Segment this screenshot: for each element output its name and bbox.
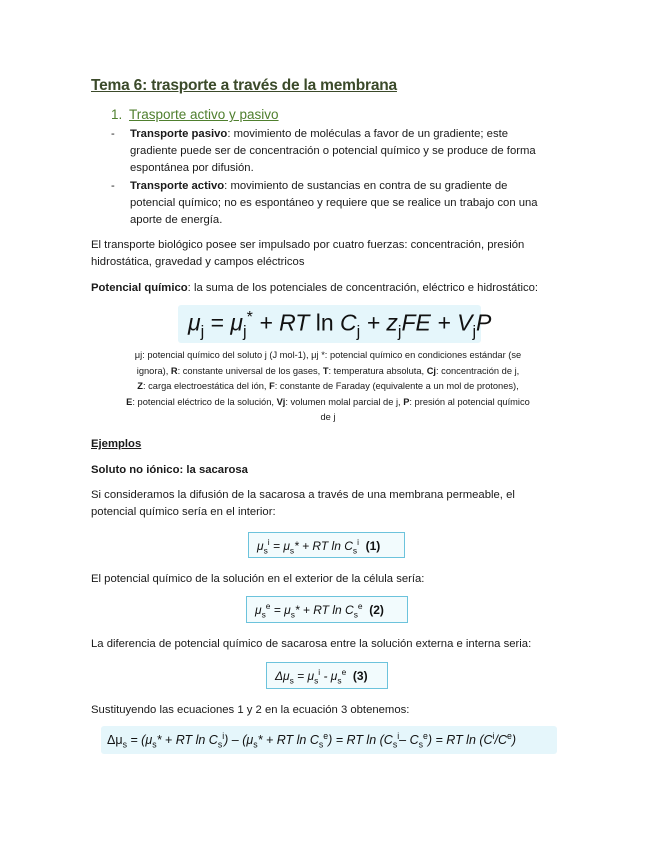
final-equation xyxy=(107,731,516,750)
eq-sub: s xyxy=(314,675,319,686)
eq-sup: i xyxy=(318,667,321,677)
eq-sup: e xyxy=(323,731,329,741)
eq-delta-mu: Δμ xyxy=(275,669,290,683)
bullet-term: Transporte activo xyxy=(130,180,225,192)
exterior-paragraph: El potencial químico de la solución en el exterior de la célula sería: xyxy=(91,573,425,585)
equation-1 xyxy=(257,537,380,555)
bullet-line: aporte de energía. xyxy=(130,214,223,226)
eq-term: ) – (μ xyxy=(224,733,254,748)
soluto-heading: Soluto no iónico: la sacarosa xyxy=(91,464,248,476)
eq-sub: s xyxy=(418,739,423,750)
eq-term: ) = RT ln (C xyxy=(427,733,493,748)
legend-symbol: P xyxy=(403,396,410,407)
bullet-dash: - xyxy=(111,128,115,140)
eq-sup: * xyxy=(246,308,253,326)
bullet-term: Transporte pasivo xyxy=(130,128,228,140)
eq-term: C xyxy=(333,309,357,336)
eq-equals: = xyxy=(204,309,231,336)
eq-ln: ln xyxy=(315,309,334,336)
main-equation xyxy=(188,308,491,341)
potencial-term: Potencial químico xyxy=(91,282,188,294)
bullet-line: : movimiento de sustancias en contra de su gradiente de xyxy=(224,180,508,192)
legend-text: : carga electroestática del ión, xyxy=(142,381,270,391)
eq-sub: s xyxy=(253,739,258,750)
legend-symbol: Cj xyxy=(426,365,437,376)
diferencia-paragraph: La diferencia de potencial químico de sacarosa entre la solución externa e interna seria: xyxy=(91,638,532,650)
legend-symbol: μj xyxy=(134,350,143,360)
sustituyendo-paragraph: Sustituyendo las ecuaciones 1 y 2 en la ecuación 3 obtenemos: xyxy=(91,704,410,716)
legend-text: : constante universal de los gases, xyxy=(177,365,323,376)
eq-sup: e xyxy=(422,731,428,741)
eq-term: * + RT ln C xyxy=(294,603,354,617)
eq-sub: s xyxy=(217,739,223,750)
eq-mu: μ xyxy=(230,309,244,336)
sacarosa-line: Si consideramos la difusión de la sacarosa a través de una membrana permeable, el xyxy=(91,489,515,501)
eq-mu: μ xyxy=(255,603,262,617)
eq-sub: j xyxy=(243,322,247,341)
bullet-line: : movimiento de moléculas a favor de un gradiente; este xyxy=(227,128,509,140)
eq-sup: i xyxy=(492,731,495,741)
eq-sub: s xyxy=(152,739,157,750)
eq-term: = μ xyxy=(270,603,291,617)
eq-term: ) = RT ln (C xyxy=(328,733,393,748)
final-equation-box xyxy=(101,726,557,754)
potencial-text: : la suma de los potenciales de concentración, eléctrico e hidrostático: xyxy=(187,282,539,294)
eq-sub: s xyxy=(353,609,358,620)
eq-term: = (μ xyxy=(126,733,153,748)
eq-sub: s xyxy=(289,675,294,686)
eq-sub: j xyxy=(356,322,361,341)
bullet-line: espontánea por difusión. xyxy=(130,162,254,174)
page-title: Tema 6: trasporte a través de la membrana xyxy=(91,77,397,94)
eq-term: * + RT ln C xyxy=(257,733,319,748)
legend-text: : temperatura absoluta, xyxy=(328,365,427,376)
eq-term: + RT xyxy=(252,309,316,336)
eq-mu: μ xyxy=(257,539,264,553)
eq-sup: e xyxy=(341,667,347,677)
eq-sub: j xyxy=(200,322,205,341)
eq-sub: s xyxy=(261,609,266,620)
legend-symbol: E xyxy=(126,396,133,407)
legend-symbol: F xyxy=(269,381,275,391)
legend-symbol: R xyxy=(170,365,178,376)
equation-3-box xyxy=(266,662,388,689)
eq-sub: s xyxy=(289,545,295,556)
eq-sub: s xyxy=(263,545,268,556)
legend-text: de j xyxy=(320,412,336,422)
bullet-dash: - xyxy=(111,180,115,192)
main-equation-box xyxy=(178,305,492,343)
eq-sup: e xyxy=(357,601,363,611)
legend-text: : concentración de j, xyxy=(436,365,520,376)
eq-term: * + RT ln C xyxy=(294,539,353,553)
eq-sub: s xyxy=(337,675,342,686)
eq-sup: i xyxy=(267,537,270,547)
eq-sub: s xyxy=(352,545,358,556)
eq-sub: s xyxy=(318,739,324,750)
eq-number: (1) xyxy=(365,539,381,553)
bullet-pasivo xyxy=(111,126,570,177)
eq-sub: j xyxy=(472,322,477,341)
eq-sub: s xyxy=(392,739,398,750)
eq-sub: s xyxy=(290,609,295,620)
eq-mu: μ xyxy=(188,309,201,336)
eq-term: + z xyxy=(360,309,398,336)
legend-text: : presión al potencial químico xyxy=(409,396,530,407)
potencial-definition xyxy=(91,280,581,297)
eq-sup: i xyxy=(397,731,400,741)
legend-text: : potencial eléctrico de la solución, xyxy=(132,396,277,407)
ejemplos-heading: Ejemplos xyxy=(91,438,142,450)
intro-line: hidrostática, gravedad y campos eléctricos xyxy=(91,256,305,268)
eq-term: P xyxy=(476,309,492,336)
eq-sup: e xyxy=(507,731,512,741)
bullet-activo xyxy=(111,178,570,229)
eq-term: * + RT ln C xyxy=(156,733,218,748)
equation-3 xyxy=(275,667,368,685)
eq-sup: e xyxy=(265,601,271,611)
eq-term: /C xyxy=(494,733,508,748)
legend-text: : constante de Faraday (equivalente a un mol de protones), xyxy=(274,381,519,391)
legend-text: ignora), xyxy=(136,365,171,376)
section-label: Trasporte activo y pasivo xyxy=(129,107,279,122)
intro-line: El transporte biológico posee ser impulsado por cuatro fuerzas: concentración, presión xyxy=(91,239,525,251)
legend-symbol: Z xyxy=(137,381,143,391)
eq-number: (3) xyxy=(352,669,368,683)
eq-delta-mu: Δμ xyxy=(107,733,123,748)
eq-sub: s xyxy=(122,739,127,750)
eq-sup: i xyxy=(222,731,225,741)
sacarosa-paragraph xyxy=(91,487,581,521)
section-heading xyxy=(111,107,279,122)
eq-sup: i xyxy=(357,537,359,547)
equation-2 xyxy=(255,601,384,619)
section-number: 1. xyxy=(111,107,123,122)
equation-2-box xyxy=(246,596,408,623)
eq-term: = μ xyxy=(293,669,315,683)
legend-text: : volumen molal parcial de j, xyxy=(285,396,404,407)
eq-number: (2) xyxy=(369,603,384,617)
legend-symbol: Vj xyxy=(276,396,286,407)
legend-text: : potencial químico del soluto j (J mol-1), μj *: potencial químico en condiciones estándar (se xyxy=(142,350,522,360)
eq-term: FE + V xyxy=(401,309,473,336)
intro-paragraph xyxy=(91,237,571,271)
eq-term: – C xyxy=(399,733,419,748)
bullet-line: gradiente puede ser de concentración o potencial químico y se produce de forma xyxy=(130,145,536,157)
eq-term: = μ xyxy=(269,539,290,553)
bullet-line: potencial químico; no es espontáneo y requiere que se realice un trabajo con una xyxy=(130,197,538,209)
equation-legend xyxy=(88,348,568,426)
eq-sub: j xyxy=(397,322,402,341)
eq-term: - μ xyxy=(320,669,338,683)
eq-term: ) xyxy=(511,733,517,748)
equation-1-box xyxy=(248,532,405,558)
legend-symbol: T xyxy=(322,365,329,376)
sacarosa-line: potencial químico sería en el interior: xyxy=(91,506,276,518)
